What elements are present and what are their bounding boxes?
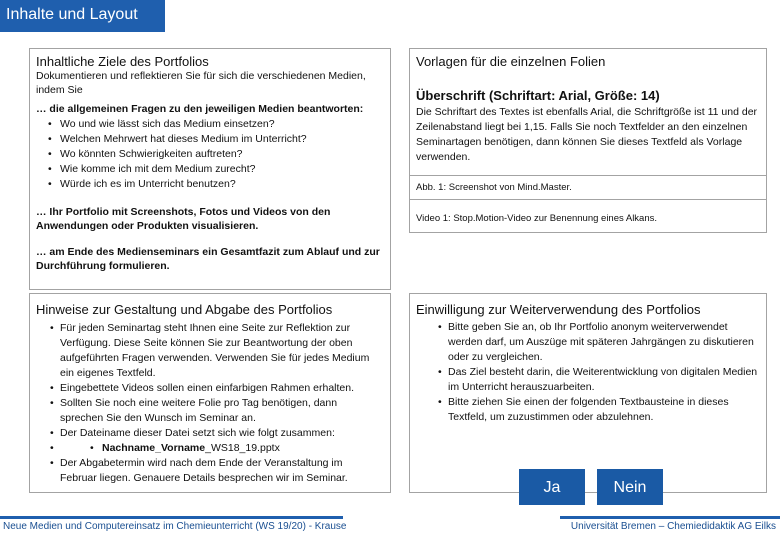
list-item: • Eingebettete Videos sollen einen einfarbigen Rahmen erhalten. — [30, 381, 378, 396]
image-caption: Abb. 1: Screenshot von Mind.Master. — [416, 182, 572, 193]
list-item: • Sollten Sie noch eine weitere Folie pro Tag benötigen, dann sprechen Sie den Wunsch im Seminar an. — [30, 396, 378, 426]
summary-text: … am Ende des Medienseminars ein Gesamtfazit zum Ablauf und zur Durchführung formulieren. — [36, 246, 380, 272]
list-item: • Wo und wie lässt sich das Medium einsetzen? — [30, 117, 380, 132]
templates-subheading: Überschrift (Schriftart: Arial, Größe: 14) — [416, 88, 660, 103]
design-notes-list — [30, 321, 378, 486]
content-goals-heading: Inhaltliche Ziele des Portfolios — [36, 54, 209, 69]
templates-body: Die Schriftart des Textes ist ebenfalls Arial, die Schriftgröße ist 11 und der Zeilenabstand liegt bei 1,15. Falls Sie noch Textfelder an den einzelnen Seminartagen benötigen, dann können Sie dieses Textfeld als Vorlage verwenden. — [416, 106, 758, 163]
footer-line-left — [0, 516, 343, 519]
content-goals-box — [29, 48, 391, 290]
design-notes-heading: Hinweise zur Gestaltung und Abgabe des Portfolios — [36, 302, 333, 317]
divider — [410, 199, 766, 200]
screenshots-text: … Ihr Portfolio mit Screenshots, Fotos und Videos von den Anwendungen oder Produkten visualisieren. — [36, 206, 331, 232]
consent-heading: Einwilligung zur Weiterverwendung des Portfolios — [416, 302, 701, 317]
list-item: • Bitte ziehen Sie einen der folgenden Textbausteine in dieses Textfeld, um zuzustimmen oder abzulehnen. — [418, 395, 758, 425]
questions-heading: … die allgemeinen Fragen zu den jeweiligen Medien beantworten: — [36, 103, 364, 115]
list-item: • Der Abgabetermin wird nach dem Ende der Veranstaltung im Februar liegen. Genauere Details besprechen wir im Seminar. — [30, 456, 378, 486]
consent-box — [409, 293, 767, 493]
list-item: • Für jeden Seminartag steht Ihnen eine Seite zur Reflektion zur Verfügung. Diese Seite können Sie zur Beantwortung der oben aufgeführten Fragen verwenden. Verwenden Sie für jedes Medium ein eigenes Textfeld. — [30, 321, 378, 381]
slide-title: Inhalte und Layout — [0, 0, 165, 32]
filename-item — [30, 441, 378, 456]
divider — [410, 175, 766, 176]
templates-box — [409, 48, 767, 233]
list-item: • Wie komme ich mit dem Medium zurecht? — [30, 162, 380, 177]
content-goals-intro: Dokumentieren und reflektieren Sie für sich die verschiedenen Medien, indem Sie — [36, 70, 366, 96]
bullet: • • — [90, 442, 94, 454]
list-item: • Der Dateiname dieser Datei setzt sich wie folgt zusammen: — [30, 426, 378, 441]
list-item: • Würde ich es im Unterricht benutzen? — [30, 177, 380, 192]
filename-rest: _WS18_19.pptx — [205, 442, 280, 454]
list-item: • Wo könnten Schwierigkeiten auftreten? — [30, 147, 380, 162]
design-notes-box — [29, 293, 391, 493]
list-item: • Das Ziel besteht darin, die Weiterentwicklung von digitalen Medien im Unterricht herauszuarbeiten. — [418, 365, 758, 395]
list-item: • Welchen Mehrwert hat dieses Medium im Unterricht? — [30, 132, 380, 147]
filename-bold: Nachname_Vorname — [102, 442, 206, 454]
yes-button[interactable]: Ja — [519, 469, 585, 505]
footer-left: Neue Medien und Computereinsatz im Chemieunterricht (WS 19/20) - Krause — [3, 521, 347, 532]
no-button[interactable]: Nein — [597, 469, 663, 505]
video-caption: Video 1: Stop.Motion-Video zur Benennung eines Alkans. — [416, 213, 658, 224]
footer-line-right — [560, 516, 780, 519]
templates-heading: Vorlagen für die einzelnen Folien — [416, 54, 606, 69]
list-item: • Bitte geben Sie an, ob Ihr Portfolio anonym weiterverwendet werden darf, um Auszüge mit späteren Jahrgängen zu diskutieren oder zu vergleichen. — [418, 320, 758, 365]
consent-list — [418, 320, 758, 425]
footer-right: Universität Bremen – Chemiedidaktik AG Eilks — [570, 521, 776, 532]
questions-list — [30, 117, 380, 192]
